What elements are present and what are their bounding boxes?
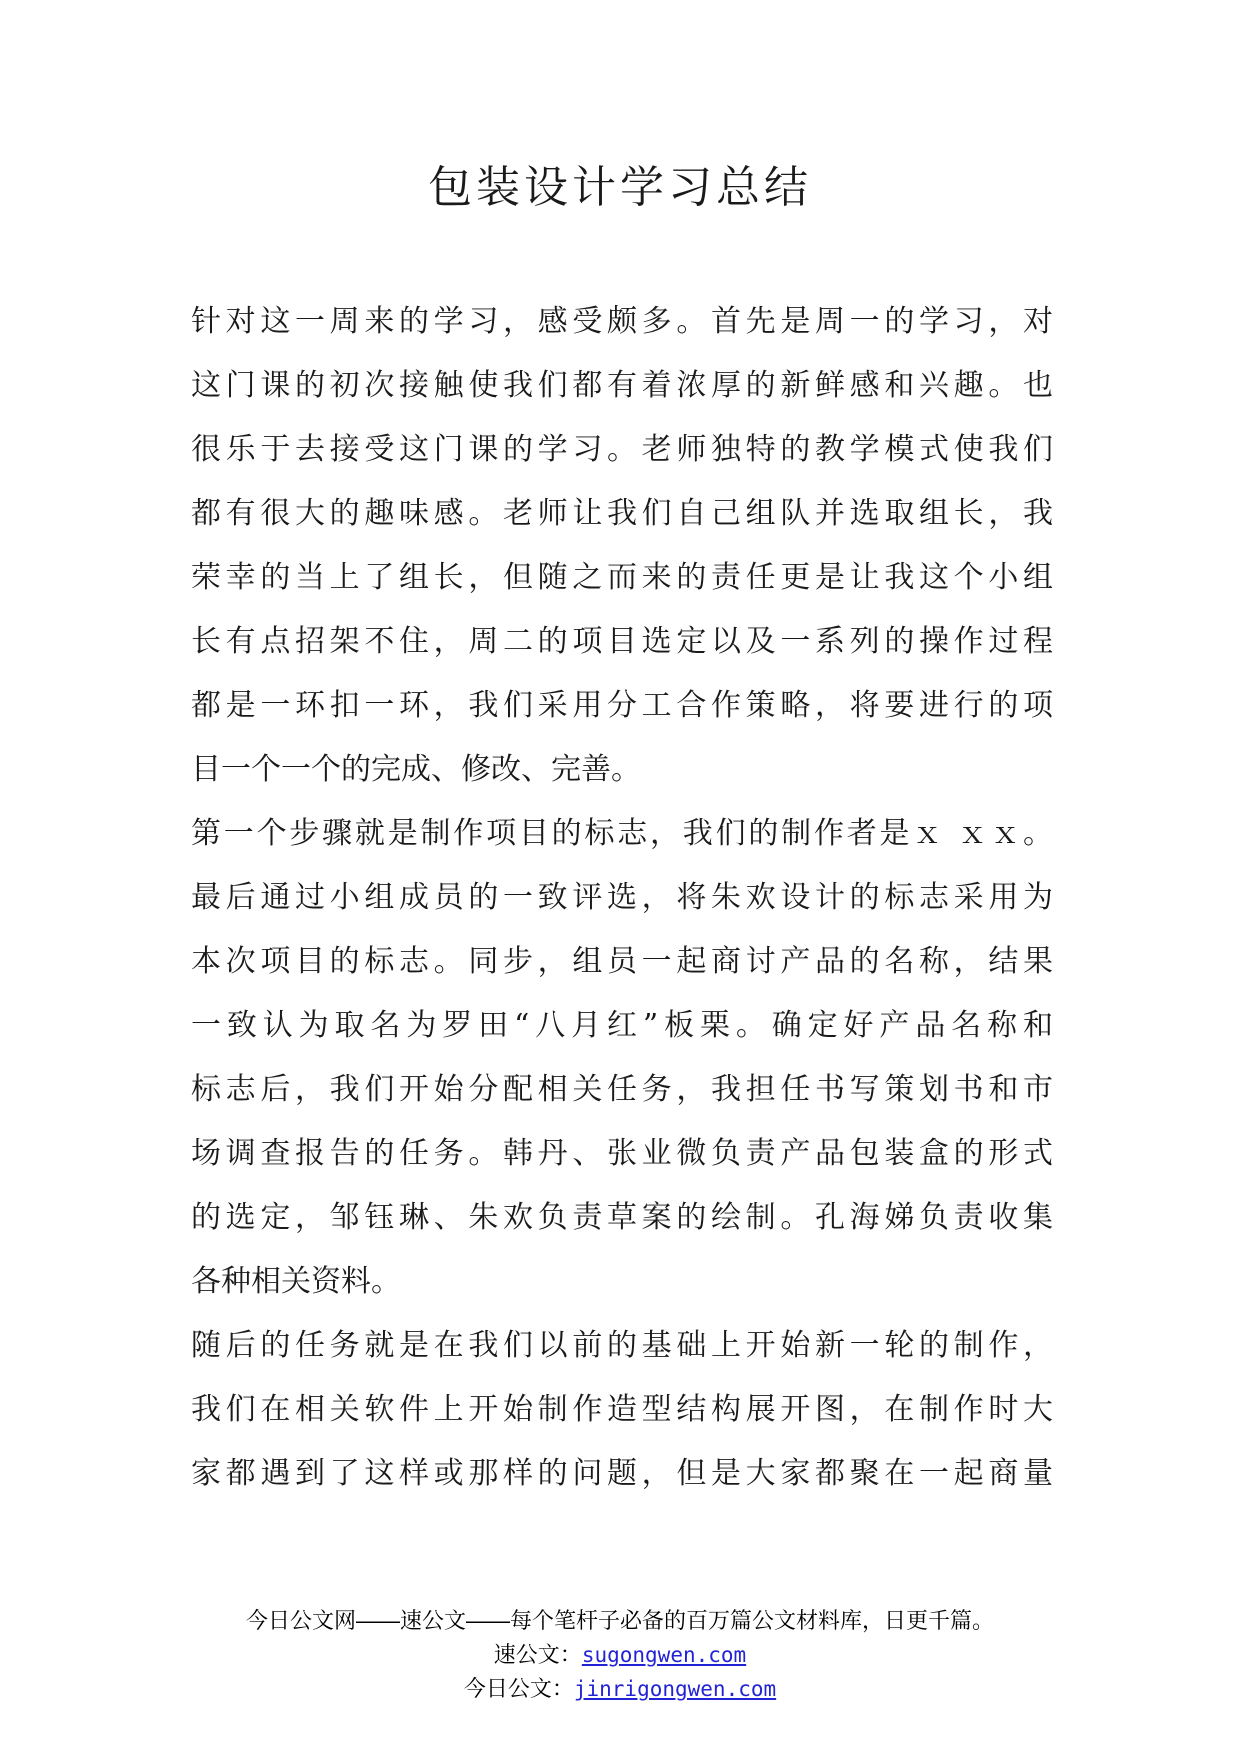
footer-site1 bbox=[0, 1638, 1240, 1672]
body-line: 这门课的初次接触使我们都有着浓厚的新鲜感和兴趣。也 bbox=[191, 368, 1053, 403]
body-line: 我们在相关软件上开始制作造型结构展开图，在制作时大 bbox=[191, 1392, 1053, 1427]
body-line: 都是一环扣一环，我们采用分工合作策略，将要进行的项 bbox=[191, 688, 1053, 723]
body-line: 本次项目的标志。同步，组员一起商讨产品的名称，结果 bbox=[191, 944, 1053, 979]
body-line: 标志后，我们开始分配相关任务，我担任书写策划书和市 bbox=[191, 1072, 1053, 1107]
body-line: 的选定，邹钰琳、朱欢负责草案的绘制。孔海娣负责收集 bbox=[191, 1200, 1053, 1235]
body-line: 最后通过小组成员的一致评选，将朱欢设计的标志采用为 bbox=[191, 880, 1053, 915]
footer-site1-label: 速公文： bbox=[493, 1642, 582, 1667]
body-line: 长有点招架不住，周二的项目选定以及一系列的操作过程 bbox=[191, 624, 1053, 659]
body-line: 目一个一个的完成、修改、完善。 bbox=[191, 752, 641, 787]
body-line: 针对这一周来的学习，感受颇多。首先是周一的学习，对 bbox=[191, 304, 1053, 339]
footer-tagline: 今日公文网——速公文——每个笔杆子必备的百万篇公文材料库，日更千篇。 bbox=[245, 1608, 994, 1633]
body-line: 各种相关资料。 bbox=[191, 1264, 401, 1299]
body-line: 随后的任务就是在我们以前的基础上开始新一轮的制作， bbox=[191, 1328, 1053, 1363]
body-line: 很乐于去接受这门课的学习。老师独特的教学模式使我们 bbox=[191, 432, 1053, 467]
footer-site2-label: 今日公文： bbox=[463, 1676, 574, 1701]
footer bbox=[0, 1604, 1240, 1706]
document-title: 包装设计学习总结 bbox=[428, 162, 812, 213]
footer-site1-link[interactable]: sugongwen.com bbox=[581, 1643, 747, 1667]
body-line: 场调查报告的任务。韩丹、张业微负责产品包装盒的形式 bbox=[191, 1136, 1053, 1171]
body-line: 荣幸的当上了组长，但随之而来的责任更是让我这个小组 bbox=[191, 560, 1053, 595]
body-line: 都有很大的趣味感。老师让我们自己组队并选取组长，我 bbox=[191, 496, 1053, 531]
footer-site2 bbox=[0, 1672, 1240, 1706]
document-body bbox=[191, 290, 1053, 1506]
footer-site2-link[interactable]: jinrigongwen.com bbox=[573, 1677, 777, 1701]
body-line: 家都遇到了这样或那样的问题，但是大家都聚在一起商量 bbox=[191, 1456, 1053, 1491]
body-line: 一致认为取名为罗田“八月红”板栗。确定好产品名称和 bbox=[191, 1008, 1053, 1043]
body-line: 第一个步骤就是制作项目的标志，我们的制作者是ｘ ｘｘ。 bbox=[191, 816, 1053, 851]
